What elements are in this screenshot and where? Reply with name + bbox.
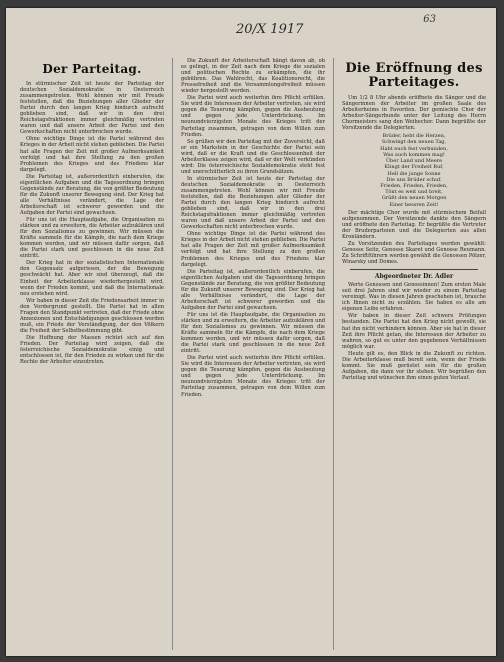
article1-paragraph: Ohne wichtige Dinge ist die Partei während des Krieges in der Arbeit nicht stehen geblieben. Die Partei hat alle Fragen der Zeit mit großer Aufmerksamkeit verfolgt und hat ihre Stellung zu den großen Problemen des Krieges und des Friedens klar dargelegt. — [20, 136, 164, 173]
article1-paragraph: Die Partei wird auch weiterhin ihre Pflicht erfüllen. Sie wird die Interessen der Arbeiter vertreten, sie wird gegen die Teuerung kämpfen, gegen die Ausbeutung und gegen jede Unterdrückung. Im neunundvierzigsten Monate des Krieges tritt der Parteitag zusammen, getragen von dem Willen zum Frieden. — [181, 95, 325, 138]
poem-line: Was auch kommen mag! — [383, 151, 445, 158]
section-rule — [350, 269, 478, 270]
newspaper-page — [6, 8, 496, 656]
poem-line: Grüßt den neuen Morgen — [381, 195, 447, 202]
column-divider — [172, 58, 173, 650]
poem-line: Brüder, hebt die Herzen, — [382, 133, 446, 140]
article1-paragraph: In stürmischer Zeit ist heute der Parteitag der deutschen Sozialdemokratie in Oesterreich zusammengetreten. Wohl können wir mit Freude feststellen, daß die Beziehungen aller Glieder der Partei durch den langen Krieg hindurch aufrecht geblieben sind, daß wir in den drei Reichstagsfraktionen immer gleichmäßig vertreten waren und daß unsere Arbeit der Partei und den Gewerkschaften nicht unterbrochen wurde. — [20, 81, 164, 136]
column-3 — [342, 58, 486, 650]
poem-line: Klingt der Freiheit Ruf, — [384, 164, 444, 171]
speech-paragraph: Werte Genossen und Genossinnen! Zum ersten Male seit drei Jahren sind wir wieder zu einem Parteitag vereinigt. Was in diesen Jahren geschehen ist, brauche ich Ihnen nicht zu erzählen. Sie haben es alle am eigenen Leibe erfahren. — [342, 282, 486, 313]
poem-line: Über Land und Meere — [385, 158, 443, 165]
article1-paragraph: Die Parteitag ist, außerordentlich einberufen, die eigentlichen Aufgaben und die Tagesordnung bringen Gegenstände zur Beratung, die von größter Bedeutung für die Zukunft unserer Bewegung sind. Der Krieg hat alle Verhältnisse verändert, die Lage der Arbeiterschaft ist schwerer geworden und die Aufgaben der Partei sind gewachsen. — [181, 268, 325, 311]
poem-line: Tönt es weit und breit, — [385, 189, 443, 196]
article2-paragraph: Um 1/2 8 Uhr abends eröffnete die Sänger und die Sängerinnen der Arbeiter im großen Saale des Arbeiterheims in Favoriten. Der gemischte Chor der Arbeiter-Sängerbunde unter der Leitung des Herrn Chormeisters sang den Weihechor. Dann begrüßte der Vorsitzende die Delegierten. — [342, 95, 486, 132]
article2-title: Die Eröffnung des Parteitages. — [345, 61, 483, 90]
article1-paragraph: Die Partei wird auch weiterhin ihre Pflicht erfüllen. Sie wird die Interessen der Arbeiter vertreten, sie wird gegen die Teuerung kämpfen, gegen die Ausbeutung und gegen jede Unterdrückung. Im neunundvierzigsten Monate des Krieges tritt der Parteitag zusammen, getragen von dem Willen zum Frieden. — [181, 355, 325, 398]
poem-line: Schwingt den neuen Tag, — [381, 139, 447, 146]
article1-paragraph: Der Krieg hat in der sozialistischen Internationale den Gegensatz aufgerissen, der die Bewegung geschwächt hat. Aber wir sind überzeugt, daß die Einheit der Arbeiterklasse wiederhergestellt wird, wenn der Frieden kommt, und daß die Internationale neu erstehen wird. — [20, 260, 164, 297]
poem-line: Frieden, Frieden, Frieden, — [380, 182, 448, 189]
article1-paragraph: Für uns ist die Hauptaufgabe, die Organisation zu stärken und zu erweitern, die Arbeiter aufzuklären und für den Sozialismus zu gewinnen. Wir müssen die Kräfte sammeln für die Kämpfe, die nach dem Kriege kommen werden, und wir müssen dafür sorgen, daß die Partei stark und geschlossen in die neue Zeit eintritt. — [20, 217, 164, 260]
column-divider — [333, 58, 334, 650]
handwritten-date: 20/X 1917 — [236, 22, 304, 37]
speech-paragraph: Heute gilt es, den Blick in die Zukunft zu richten. Die Arbeiterklasse muß bereit sein, wenn der Friede kommt. Sie muß gerüstet sein für die großen Aufgaben, die dann vor ihr stehen. Wir begrüßen den Parteitag und wünschen ihm einen guten Verlauf. — [342, 350, 486, 381]
article1-paragraph: So grüßen wir den Parteitag mit der Zuversicht, daß er ein Markstein in der Geschichte der Partei sein wird, daß er die Kraft und die Geschlossenheit der Arbeiterklasse zeigen wird, daß er der Welt verkünden wird: Die österreichische Sozialdemokratie steht fest und unerschütterlich zu ihren Grundsätzen. — [181, 138, 325, 175]
article1-title: Der Parteitag. — [42, 62, 142, 76]
column-1 — [20, 58, 164, 650]
article1-paragraph: Wir haben in dieser Zeit die Friedensarbeit immer in den Vordergrund gestellt. Die Partei hat in allen Fragen den Standpunkt vertreten, daß der Friede ohne Annexionen und Entschädigungen geschlossen werden muß, ein Friede der Verständigung, der den Völkern die Freiheit der Selbstbestimmung gibt. — [20, 297, 164, 334]
poem-line: Die uns Brüder schuf. — [386, 176, 442, 183]
article1-paragraph: Die Hoffnung der Massen richtet sich auf den Frieden. Der Parteitag wird zeigen, daß die österreichische Sozialdemokratie einig und entschlossen ist, für den Frieden zu wirken und für die Rechte der Arbeiter einzutreten. — [20, 334, 164, 366]
page-number: 63 — [423, 14, 436, 25]
poem — [342, 133, 486, 207]
article1-paragraph: Für uns ist die Hauptaufgabe, die Organisation zu stärken und zu erweitern, die Arbeiter aufzuklären und für den Sozialismus zu gewinnen. Wir müssen die Kräfte sammeln für die Kämpfe, die nach dem Kriege kommen werden, und wir müssen dafür sorgen, daß die Partei stark und geschlossen in die neue Zeit eintritt. — [181, 311, 325, 355]
speech-title: Abgeordneter Dr. Adler — [374, 273, 454, 281]
poem-line: Hell die junge Sonne — [387, 170, 441, 177]
column-2 — [181, 58, 325, 650]
speech-paragraph: Wir haben in dieser Zeit schwere Prüfungen bestanden. Die Partei hat den Krieg nicht gewollt, sie hat ihn nicht verhindern können. Aber sie hat in dieser Zeit ihre Pflicht getan, die Interessen der Arbeiter zu wahren, so gut es unter den gegebenen Verhältnissen möglich war. — [342, 313, 486, 350]
article2-paragraph: Zu Vorsitzenden des Parteitages werden gewählt: Genosse Seitz, Genosse Skaret und Genosse Reumann. Zu Schriftführern werden gewählt die Genossen Pölzer, Winarsky und Domes. — [342, 240, 486, 266]
poem-line: Einer bessren Zeit! — [389, 201, 439, 208]
article2-paragraph: Der mächtige Chor wurde mit stürmischem Beifall aufgenommen. Der Vorsitzende dankte den Sängern und eröffnete den Parteitag. Er begrüßte die Vertreter der Bruderparteien und die Delegierten aus allen Kronländern. — [342, 209, 486, 240]
poem-line: Habt euch fest verbunden, — [380, 145, 448, 152]
article1-paragraph: Ohne wichtige Dinge ist die Partei während des Krieges in der Arbeit nicht stehen geblieben. Die Partei hat alle Fragen der Zeit mit großer Aufmerksamkeit verfolgt und hat ihre Stellung zu den großen Problemen des Krieges und des Friedens klar dargelegt. — [181, 231, 325, 268]
article-columns — [20, 58, 486, 650]
article1-paragraph: In stürmischer Zeit ist heute der Parteitag der deutschen Sozialdemokratie in Oesterreich zusammengetreten. Wohl können wir mit Freude feststellen, daß die Beziehungen aller Glieder der Partei durch den langen Krieg hindurch aufrecht geblieben sind, daß wir in den drei Reichstagsfraktionen immer gleichmäßig vertreten waren und daß unsere Arbeit der Partei und den Gewerkschaften nicht unterbrochen wurde. — [181, 175, 325, 231]
article1-paragraph: Die Parteitag ist, außerordentlich einberufen, die eigentlichen Aufgaben und die Tagesordnung bringen Gegenstände zur Beratung, die von größter Bedeutung für die Zukunft unserer Bewegung sind. Der Krieg hat alle Verhältnisse verändert, die Lage der Arbeiterschaft ist schwerer geworden und die Aufgaben der Partei sind gewachsen. — [20, 173, 164, 216]
article1-paragraph: Die Zukunft der Arbeiterschaft hängt davon ab, ob es gelingt, in der Zeit nach dem Kriege die sozialen und politischen Rechte zu erkämpfen, die ihr gebühren. Das Wahlrecht, das Koalitionsrecht, die Pressefreiheit und die Versammlungsfreiheit müssen wieder hergestellt werden. — [181, 58, 325, 95]
